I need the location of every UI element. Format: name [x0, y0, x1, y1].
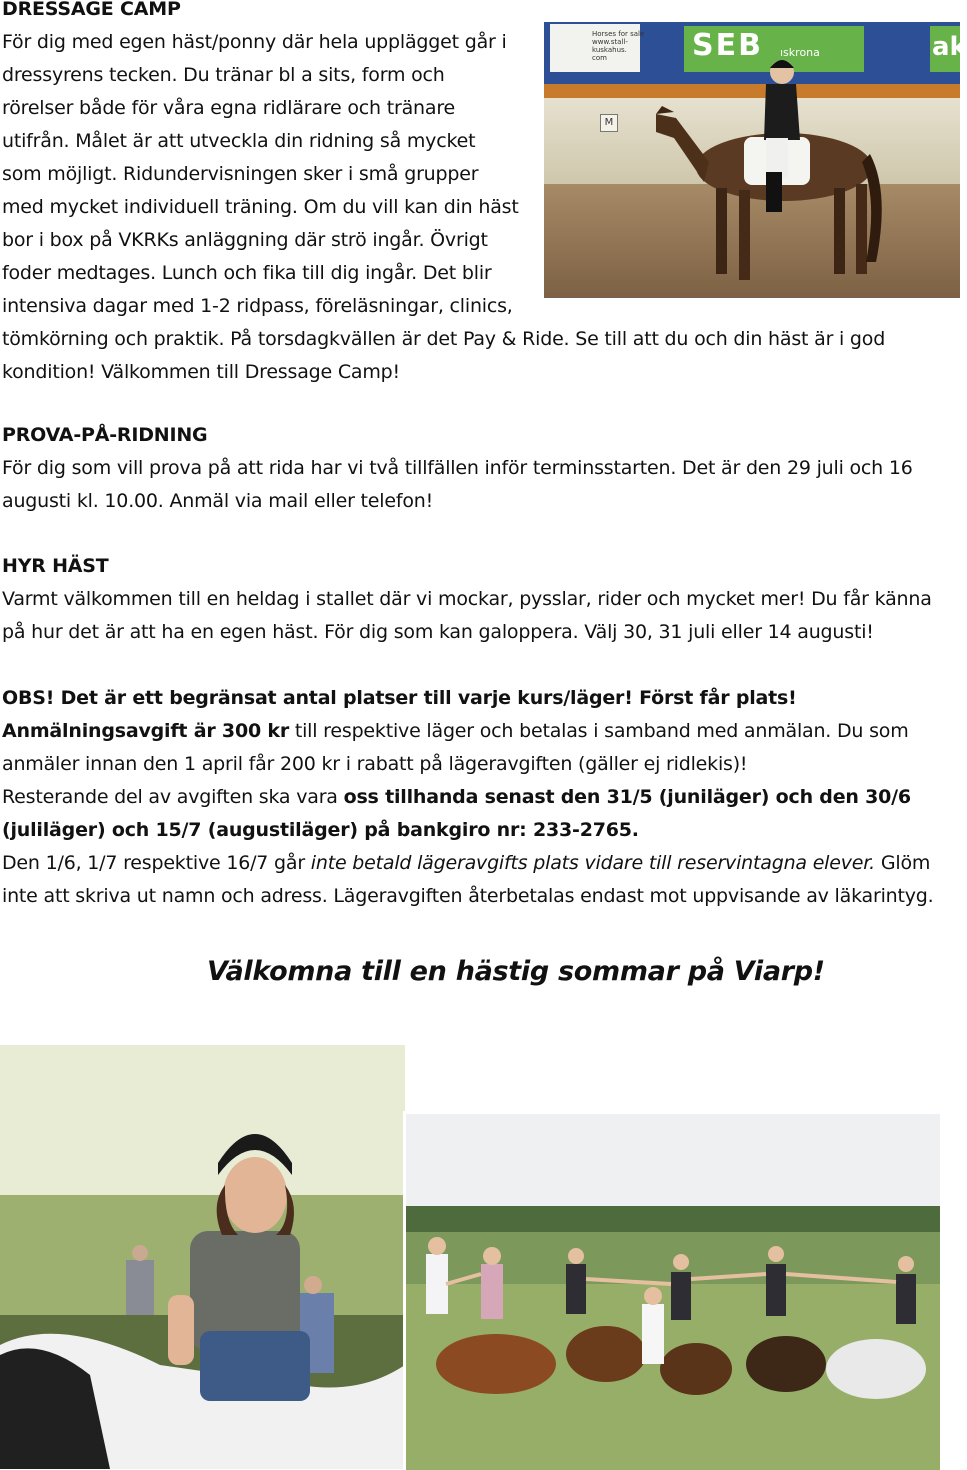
horse-and-rider-illustration [544, 22, 960, 298]
prova-title: PROVA-PÅ-RIDNING [2, 424, 208, 446]
dressage-rider-photo [544, 22, 967, 298]
dressage-line: bor i box på VKRKs anläggning där strö ingår. Övrigt [2, 229, 488, 251]
rest-text: Resterande del av avgiften ska vara [2, 786, 344, 808]
prova-line: augusti kl. 10.00. Anmäl via mail eller telefon! [2, 490, 434, 512]
date-line [2, 847, 934, 880]
date-text: Den 1/6, 1/7 respektive 16/7 går [2, 852, 311, 874]
date-warning: inte betald lägeravgifts plats vidare till reservintagna elever. [310, 852, 875, 874]
date-line-2: inte att skriva ut namn och adress. Lägeravgiften återbetalas endast mot uppvisande av läkarintyg. [2, 885, 934, 907]
group-riders-illustration [406, 1114, 940, 1470]
date-text-end: Glöm [875, 852, 931, 874]
dressage-line: intensiva dagar med 1-2 ridpass, föreläsningar, clinics, [2, 295, 513, 317]
dressage-line: med mycket individuell träning. Om du vill kan din häst [2, 196, 519, 218]
dressage-line: foder medtages. Lunch och fika till dig ingår. Det blir [2, 262, 492, 284]
dressage-line: tömkörning och praktik. På torsdagkvällen är det Pay & Ride. Se till att du och din häst är i god [2, 328, 886, 350]
photo-sale-sign-text: Horses for sale www.stall- kuskahus. com [592, 30, 645, 62]
prova-line: För dig som vill prova på att rida har vi två tillfällen inför terminsstarten. Det är den 29 juli och 16 [2, 457, 913, 479]
photo-bank-subtext: ıskrona [780, 46, 820, 59]
closing-heading: Välkomna till en hästig sommar på Viarp! [207, 956, 825, 987]
fee-text: till respektive läger och betalas i samband med anmälan. Du som [289, 720, 909, 742]
photo-bank-text: SEB [692, 28, 763, 63]
hyr-line: på hur det är att ha en egen häst. För dig som kan galoppera. Välj 30, 31 juli eller 14 augusti! [2, 621, 874, 643]
rest-deadline: oss tillhanda senast den 31/5 (juniläger) och den 30/6 [343, 786, 911, 808]
obs-notice: OBS! Det är ett begränsat antal platser till varje kurs/läger! Först får plats! [2, 687, 797, 709]
group-riders-field-photo [403, 1111, 940, 1470]
smiling-rider-illustration [0, 1045, 405, 1469]
hyr-section [2, 550, 932, 649]
dressage-line: För dig med egen häst/ponny där hela upplägget går i [2, 31, 507, 53]
dressage-line: kondition! Välkommen till Dressage Camp! [2, 361, 400, 383]
info-section [2, 682, 934, 913]
fee-amount: Anmälningsavgift är 300 kr [2, 720, 290, 742]
fee-line [2, 715, 934, 748]
hyr-title: HYR HÄST [2, 555, 109, 577]
dressage-line: som möjligt. Ridundervisningen sker i små grupper [2, 163, 479, 185]
rest-line [2, 781, 934, 814]
dressage-title: DRESSAGE CAMP [2, 0, 181, 20]
prova-section [2, 419, 913, 518]
dressage-line: utifrån. Målet är att utveckla din ridning så mycket [2, 130, 476, 152]
photo-green-sign-text: ak [932, 32, 967, 62]
hyr-line: Varmt välkommen till en heldag i stallet där vi mockar, pysslar, rider och mycket mer! Du får känna [2, 588, 932, 610]
dressage-line: rörelser både för våra egna ridlärare och tränare [2, 97, 456, 119]
photo-arena-letter: M [600, 114, 618, 132]
rest-line-2: (juliläger) och 15/7 (augustiläger) på bankgiro nr: 233-2765. [2, 819, 639, 841]
smiling-rider-photo [0, 1045, 405, 1469]
fee-line-2: anmäler innan den 1 april får 200 kr i rabatt på lägeravgiften (gäller ej ridlekis)! [2, 753, 748, 775]
dressage-line: dressyrens tecken. Du tränar bl a sits, form och [2, 64, 445, 86]
